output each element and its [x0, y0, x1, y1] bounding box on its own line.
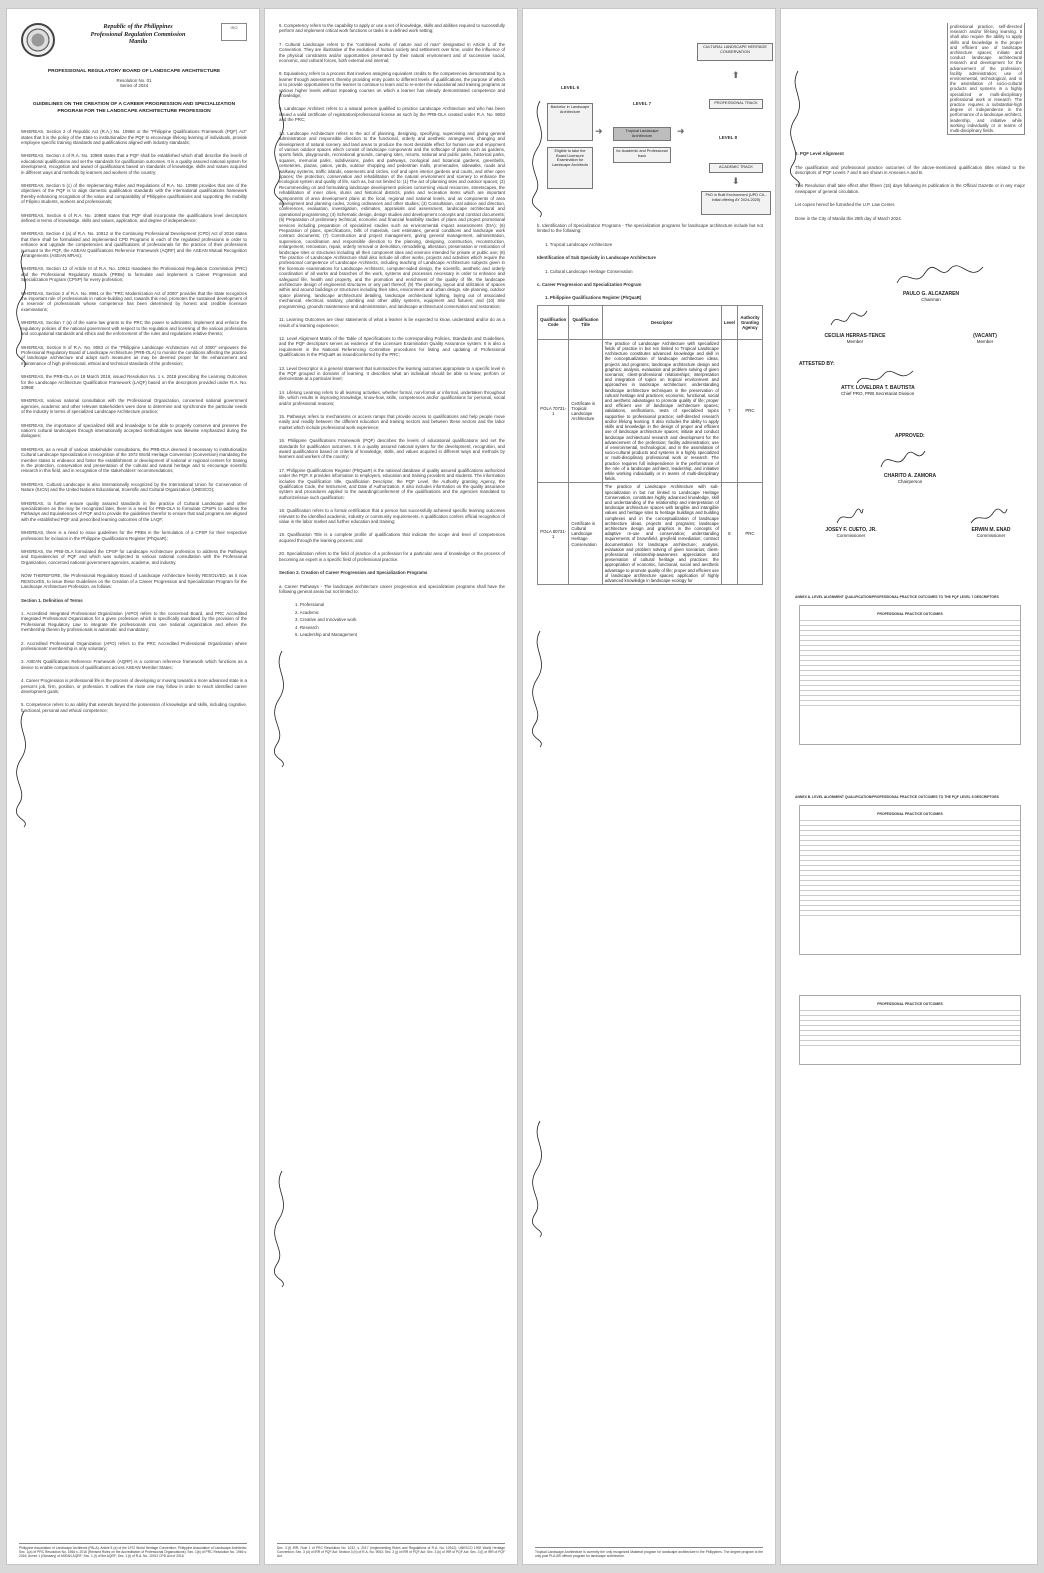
attest-role: Chief PRO, PRB Secretariat Division [841, 391, 915, 397]
resolution-series: Series of 2024 [119, 82, 149, 88]
paragraph: WHEREAS, Section 6 of R.A. No. 10968 states that PQF shall incorporate the qualifications level descriptors defined in terms of knowledge, skills and values, application, and degree of independence; [21, 212, 247, 223]
initials-signature-icon [9, 709, 39, 829]
terms-list-2 [279, 23, 505, 562]
paragraph: WHEREAS, the importance of specialized skill and knowledge to be able to properly conserve and preserve the nation's cultural landscapes through internationally accepted methodologies was likewise emphasized during the dialogues; [21, 422, 247, 439]
arrow-right-icon: ➜ [595, 126, 603, 136]
paragraph: 14. Lifelong Learning refers to all learning activities, whether formal, non-formal or informal, undertaken throughout life, which results in improving knowledge, know-how, skills, competences and/or qualifications for personal, social and/or professional reasons; [279, 389, 505, 406]
paragraph: WHEREAS, to further ensure quality assured standards in the practice of Cultural Landscape and other specializations as the may be recognized later, there is a need for PRB-OLA to formulate CPSPs to address the Pathways and Equivalencies of PQF and to provide the guidelines therefor to ensure that said programs are aligned with the established PQF and prescribed learning outcomes of the LAQF; [21, 500, 247, 522]
specialization-1: 1. Tropical Landscape Architecture [545, 241, 613, 247]
phquar-heading: 1. Philippine Qualifications Register (PhQuaR) [545, 295, 642, 301]
level-6-label: LEVEL 6 [561, 85, 580, 90]
descriptor-continuation: professional practice; self-directed research and/or lifelong learning. It shall also require the ability to apply skills and knowledge in the proper and efficient use of landscape architecture spaces; initiate and conduct landscape architectural research and development for the advancement of the profession; facility administration; use of environmental, technological, and in the assimilation of socio-cultural products and systems in a highly specialized or multi-disciplinary professional work or research. The practice requires a substantial-high degree of independence in the performance of a landscape architect, leadership, and initiative while working individually or in teams of multi-disciplinary fields. [947, 23, 1025, 135]
board-name: PROFESSIONAL REGULATORY BOARD OF LANDSCAPE ARCHITECTURE [47, 69, 221, 74]
paragraph: 17. Philippine Qualifications Register (PhQuaR) is the national database of quality assured qualifications authorized under the PQF. It provides information to employers, education and training providers and students. The information includes the Qualification title, Qualification Descriptor, the PQF Level, the Authority granting Agency, the Qualification Code, the Instrument, and Date of Authorization. It also includes information on the quality assurance system and procedures applied to the awarding/conferment of the qualifications and the agencies mandated to authorize/issue such qualification; [279, 467, 505, 500]
annex-b-title: ANNEX B. LEVEL ALIGNMENT QUALIFICATION/PROFESSIONAL PRACTICE OUTCOMES TO THE PQF LEVEL 8 DESCRIPTORS [795, 795, 999, 800]
attest-name: ATTY. LOVELDRA T. BAUTISTA [841, 385, 915, 392]
paragraph: WHEREAS, Section 4 (a) of R.A. No. 10912 or the Continuing Professional Development (CPD) Act of 2016 states that there shall be formulated and implemented CPD Programs in each of the regulated professions in order to enhance and upgrade the competencies and qualifications of professionals for the practice of their professions pursuant to the PQF, the ASEAN Qualifications Reference Framework (AQRF) and the ASEAN Mutual Recognition Arrangements (ASEAN MRAs); [21, 231, 247, 259]
annex-c-column-header: PROFESSIONAL PRACTICE OUTCOMES [877, 1002, 943, 1007]
section-2-heading: Section 2. Creation of Career Progression and Specialization Programs [279, 570, 428, 576]
paragraph: 6. Competency refers to the capability to apply or use a set of knowledge, skills and abilities required to successfully perform and implement critical work functions or tasks in a defined work setting; [279, 23, 505, 34]
footnotes-page-3: Tropical Landscape Architecture is currently the only recognized Masteral program for landscape architecture in the Philippines. The degree program is the only post PLA-BS offered program for landscape architecture. [535, 1547, 763, 1558]
annex-c-table [799, 995, 1021, 1065]
table-cell-agency: PRC [737, 339, 762, 482]
page-4 [780, 8, 1038, 1565]
paragraph: 4. Career Progression is professional life is the process of developing or moving towards a more advanced state in a person's job, firm, position, or profession. It outlines the route one may follow in order to reach identified career development goals; [21, 678, 247, 694]
paragraph: 18. Qualification refers to a formal certification that a person has successfully achieved specific learning outcomes relevant to the identified academic, industry or community requirements. A qualification confers official recognition of value in the labor market and further education and training; [279, 508, 505, 525]
table-cell-title: Certificate in Tropical Landscape Architecture [569, 339, 602, 482]
commissioner1-role: Commissioner [836, 533, 866, 539]
paragraph: WHEREAS, the PRB-OLA formulated the CPSP for Landscape Architecture profession to address the Pathways and Equivalencies of PQF and which was subjected to various national consultation with the Professional Organization, concerned national government agencies, academe, and industry. [21, 549, 247, 565]
initials-signature-icon [267, 1169, 297, 1289]
paragraph: 12. Level Alignment Matrix of the Table of Specifications to the corresponding Policies, Standards and Guidelines, and the PQF descriptors serves as evidence of the Licensure Examination Quality Assurance system. It is also a requirement in the National Referencing Committee procedures for listing and updating of Professional Qualifications in the PhQuaR as issued/conferred by the PRC; [279, 335, 505, 358]
paragraph: 5. Leadership and Management [295, 631, 358, 637]
paragraph: 16. Philippine Qualifications Framework (PQF) describes the levels of educational qualifications and set the standards for qualification outcomes. It is a quality assured national system for the development, recognition, and award qualifications based on criteria of knowledge, skills, and values acquired in different ways and methods by learners and workers of the country; [279, 438, 505, 460]
annex-a-table [799, 605, 1021, 745]
table-cell-agency: PRC [737, 483, 762, 585]
certification-badge-icon: ISO [221, 23, 247, 41]
track-box: for Academic and Professional track [613, 147, 671, 163]
table-header: Level [721, 305, 737, 339]
table-row [538, 483, 763, 585]
table-cell-code: POLA 80731-1 [538, 483, 569, 585]
paragraph: 4. Research [295, 624, 319, 630]
page-3 [522, 8, 776, 1565]
paragraph: 2. Accredited Professional Organization (APO) refers to the PRC Accredited Professional Organization where professionals' membership is only voluntary; [21, 640, 247, 651]
signature-block [795, 261, 1025, 591]
pqf-text: The qualification and professional practice outcomes of the above-mentioned qualification titles related to the descriptors of PQF Levels 7 and 8 are shown in Annexes A and B. [795, 164, 1025, 176]
initials-signature-icon [525, 99, 555, 219]
annex-a-column-header: PROFESSIONAL PRACTICE OUTCOMES [877, 612, 943, 617]
prc-seal-icon [21, 23, 55, 57]
paragraph: 1. Accredited Integrated Professional Organization (AIPO) refers to the concerned Board, and PRC Accredited Integrated Professional Organization for a given profession which is specifically mandated by the provision of the Professional Regulatory Law to integrate the professionals into one national organization and where the membership therein by professionals is automatic and mandatory; [21, 610, 247, 633]
paragraph: 19. Qualification Title is a complete profile of qualifications that indicate the scope and level of competences acquired through the learning process; and [279, 532, 505, 543]
paragraph: WHEREAS, Section 8 of R.A. No. 9053 or the "Philippine Landscape Architecture Act of 2000" empowers the Professional Regulatory Board of Landscape Architecture (PRB-OLA) to monitor the conditions affecting the practice of landscape architecture and adopt such measures as may be deemed proper for the enhancement and maintenance of high professional, ethical and technical standards of the profession; [21, 344, 247, 366]
paragraph: WHEREAS, various national consultation with the Professional Organization, concerned national government agencies, academic and other relevant stakeholders were done to determine and synchronize the particular needs of the industry in terms of specialized Landscape Architecture practice; [21, 398, 247, 415]
paragraph: WHEREAS, Section 2 of R.A. No. 8981 or the "PRC Modernization Act of 2000" provides that the State recognizes the important role of professionals in nation-building and, towards this end, promotes the sustained development of a reservoir of professionals whose competence has been determined by honest and credible licensure examinations; [21, 290, 247, 312]
resolution-number: Resolution No. 01 [116, 77, 152, 83]
level-8-label: LEVEL 8 [719, 135, 738, 140]
qualifications-table [537, 305, 763, 585]
paragraph: 8. Equivalency refers to a process that involves assigning equivalent credits to the competencies demonstrated by a learner through assessment, thereby providing entry points to different levels of qualifications, the purpose of which is to provide opportunities to the learner to continue to learn and to re-enter the educational and training programs at various higher levels without repeating courses on which a learner has already demonstrated competence and knowledge; [279, 71, 505, 99]
initials-signature-icon [267, 89, 297, 209]
bachelor-box: Bachelor in Landscape Architecture [547, 103, 593, 141]
header-line-2: Professional Regulation Commission [90, 30, 186, 38]
tropical-la-box: Tropical Landscape Architecture [613, 127, 671, 141]
paragraph: 3. Creative and Innovative work [295, 617, 357, 623]
footnotes-page-2: Sec. 3 (f) IRR; Rule 1 of PRC Resolution No. 1032, s. 2017 (Implementing Rules and Regulations of R.A. No. 10912); UNESCO 1992 World Heritage Convention; Sec. 3 (d) of IRR of PQF Act; Section 3 (h) of R.A. No. 9053; Sec. 3 (j) of IRR of PQF Act; Sec. 3 (k) of IRR of PQF Act; Sec. 3 (l) of IRR of PQF Act. [277, 1543, 505, 1558]
pqf-heading: 2. PQF Level Alignment [795, 151, 844, 157]
commissioner1-name: JOSEY F. CUETO, JR. [825, 527, 877, 534]
prc-chair-role: Chairperson [897, 479, 923, 485]
attested-label: ATTESTED BY: [799, 361, 835, 368]
sub-specialty-heading: Identification of Sub Specialty in Landscape Architecture [537, 255, 656, 261]
annex-a-title: ANNEX A. LEVEL ALIGNMENT QUALIFICATION/PROFESSIONAL PRACTICE OUTCOMES TO THE PQF LEVEL 7 DESCRIPTORS [795, 595, 999, 600]
letterhead [21, 23, 247, 57]
initials-signature-icon [783, 69, 813, 189]
paragraph: 9. Landscape Architect refers to a natural person qualified to practice Landscape Architecture and who has been issued a valid certificate of registration/professional license as such by the PRB-OLA created under R.A. No. 9053 and the PRC; [279, 106, 505, 123]
table-header: Qualification Code [538, 305, 569, 339]
header-line-3: Manila [128, 38, 148, 46]
annex-b-column-header: PROFESSIONAL PRACTICE OUTCOMES [877, 812, 943, 817]
footnotes-page-1: Philippine Association of Landscape Architects (PALA); Article 5 (a) of the 1972 World Heritage Convention; Philippine Association of Landscape Architects; Sec. 1(a) of PRC Resolution No. 1966 s. 2016 (Revised Rules on the Accreditation of Professional Organizations); Sec. 1(b) of PRC Resolution No. 1966 s. 2016; Annex 1 (Glossary) of ASEAN AQRF; Sec. 1 (I) of the AQRF; Sec. 1 (t) of R.A. No. 10912 CPD Act of 2016. [19, 1543, 247, 1558]
professional-track-box: PROFESSIONAL TRACK [709, 99, 763, 109]
initials-signature-icon [525, 1119, 555, 1239]
table-cell-level: 8 [721, 483, 737, 585]
paragraph: 1. Professional [295, 602, 325, 608]
sub-specialty-1: 1. Cultural Landscape Heritage Conservation [545, 268, 633, 274]
header-line-1: Republic of the Philippines [103, 23, 173, 30]
paragraph: 20. Specialization refers to the field of practice of a profession for a particular area of knowledge or the process of becoming an expert in a specific field of professional practice. [279, 551, 505, 562]
table-header: Descriptor [602, 305, 721, 339]
paragraph: 10. Landscape Architecture refers to the act of planning, designing, specifying, supervising and giving general administration and responsible direction to the functional, orderly and aesthetic arrangement, changing and development of natural scenery and land areas to produce the most desirable effect for human use and enjoyment of various outdoor spaces which consist of landscape components and the softscape of plants such as gardens, sports fields, playgrounds, recreational grounds, camping sites, resorts, national and public parks, historical parks, squares, memorial parks, subdivisions, parks and parkways, zoological and botanical gardens, greenbelts, cemeteries, plazas, patios, yards, outdoor shopping and pedestrian malls, promenades, sidewalks, roads and walkway systems, traffic islands, easements and circles, roof and open interior gardens and courts, and other open spaces; the protection, conservation and rehabilitation of the natural environment and scenery to enhance the ecological system and quality of life, such as, but not limited to: (1) The act of planning sites and outdoor spaces; (2) Recommending on and formulating landscape development policies concerning visual resources, streetscapes, the rehabilitation of inner cities, slums and historical districts, parks and recreation items which are important components of area development plans at the local, regional and national levels, and as components of area development and planning codes, zoning ordinances and other studies; (3) Consultation, oral advice and direction, conferences, evaluation, investigation, estimates, appraisals and assessment, landscape architectural and operational programming; (4) Schematic design, design studies and development concepts and contract documents; (5) Preparation of preliminary technical, economic and financial feasibility studies of plans and project promotional services including preparation of specialized studies such as environmental impact assessments (EIA); (6) Preparation of plans, specifications, bills of materials, cost estimates, general conditions and landscape work contract documents; (7) Construction and project management, giving general management, administration, supervision, coordination and responsible direction to the planning, designing, construction, reconstruction, enlargement, renovation, repair, orderly removal or demolition, remodelling, alteration, preservation or restoration of landscape sites or structures including all their component sites and environs intended for private or public use; (8) The practice of Landscape Architecture shall also include all other works, projects and activities which require the professional competence of Landscape Architects, including teaching of Landscape Architecture subjects given in the licensure examinations for Landscape Architects, computer-aided design, the scientific, aesthetic and orderly coordination of all works and branches of the work, systems and processes necessary in order to enhance and safeguard life, health and property, and the promotion and enrichment of the quality of life, the landscape architecture design of engineered structures or any part thereof; (9) The planning, layout and utilization of spaces within and around buildings or structures including their sites, environment and urban design, site planning, outdoor space planning, landscape architectural detailing, landscape architectural lighting, laying out of associated mechanical, electrical, sanitary, plumbing and other utility systems, equipment and fixtures; and (10) Site programming, grounds maintenance and administration, and landscape architectural conservation and restoration; [279, 130, 506, 309]
table-header: Authority Granting Agency [737, 305, 762, 339]
identification-text: b. Identification of Specialization Programs - The specialization programs for landscape architecture include but not limited to the following: [537, 223, 763, 234]
section-1-heading: Section 1. Definition of Terms [21, 597, 83, 603]
pathway-list [279, 602, 505, 637]
whereas-clauses [21, 129, 247, 589]
paragraph: 2. Academic [295, 609, 319, 615]
terms-list-1 [21, 611, 247, 713]
page-1 [6, 8, 260, 1565]
career-program-heading: c. Career Progression and Specialization Program [537, 282, 642, 288]
table-row [538, 339, 763, 482]
commissioner-signature-icon [835, 507, 865, 527]
prc-chair-name: CHARITO A. ZAMORA [883, 473, 937, 480]
approved-label: APPROVED: [895, 433, 925, 440]
eligibility-box: Eligible to take the Board Licensure Examination for Landscape Architects [547, 147, 593, 189]
academic-track-box: ACADEMIC TRACK [709, 163, 763, 173]
initials-signature-icon [9, 249, 39, 369]
done-text: Done in the City of Manila this 28th day of March 2024. [795, 215, 902, 221]
initials-signature-icon [267, 649, 297, 769]
member1-role: Member [846, 339, 864, 345]
page-2 [264, 8, 518, 1565]
annex-b-table [799, 805, 1021, 955]
level-7-label: LEVEL 7 [633, 101, 652, 106]
table-header: Qualification Title [569, 305, 602, 339]
arrow-down-icon: ⬇ [732, 176, 740, 186]
initials-signature-icon [525, 629, 555, 749]
career-pathways: a. Career Pathways - The landscape architecture career progression and specialization programs shall have the following general areas but not limited to: [279, 583, 505, 594]
table-cell-title: Certificate in Cultural Landscape Heritage Conservation [569, 483, 602, 585]
member-signature-icon [829, 307, 869, 331]
paragraph: WHEREAS, as a result of various stakeholder consultations, the PRB-OLA deemed it necessary to institutionalize Cultural Landscape Specialization in recognition of the 1972 World Heritage Convention (Convention) mandating the member states to endeavor and foster the establishment or development of national or regional centers for training in the protection, conservation and presentation of the cultural and natural heritage and to encourage scientific research in this field, and in recognition of the stakeholders' recommendations; [21, 446, 247, 474]
career-flow-diagram [537, 23, 767, 219]
paragraph: NOW THEREFORE, the Professional Regulatory Board of Landscape Architecture hereby RESOLVED, as it now RESOLVES, to issue these Guidelines on the Creation of a Career Progression and Specialization Program for the Landscape Architecture Profession, as follows: [21, 573, 247, 590]
paragraph: WHEREAS, there is a need to issue guidelines for the PRBs in the formulation of a CPSP for their respective professions for inclusion in the Philippine Qualifications Register (PhQuaR); [21, 530, 247, 541]
member2-name: (VACANT) [973, 333, 997, 340]
commissioner-signature-icon [969, 507, 1009, 527]
effectivity-text: This Resolution shall take effect after fifteen (15) days following its publication in the Official Gazette or in any major newspaper of general circulation. [795, 183, 1025, 194]
paragraph: WHEREAS, Section 5 (c) of the Implementing Rules and Regulations of R.A. No. 10968 provides that one of the objectives of the PQF is to align domestic qualification standards with the international qualifications framework thereby enhancing recognition of the value and comparability of Philippine qualifications and supporting the mobility of Filipino students, workers and professionals; [21, 182, 247, 205]
paragraph: 3. ASEAN Qualifications Reference Framework (AQRF) is a common reference framework which functions as a device to enable comparisons of qualifications across ASEAN Member States; [21, 659, 247, 670]
paragraph: 5. Competence refers to an ability that extends beyond the possession of knowledge and skills, including cognitive, functional, personal and ethical competence; [21, 702, 247, 713]
paragraph: WHEREAS, Section 2 of Republic Act (R.A.) No. 10968 or the "Philippine Qualifications Framework (PQF) Act" states that it is the policy of the State to institutionalize the PQF to encourage lifelong learning of individuals, provide employee specific training standards and qualifications aligned with industry standards; [21, 129, 247, 145]
phd-box: PhD in Built Environment (UPD CA - initial offering AY 2024-2025) [701, 191, 771, 215]
commissioner2-name: ERWIN M. ENAD [971, 527, 1011, 534]
table-cell-descriptor: The practice of Landscape Architecture with specialized fields of practice in but not limited to Tropical Landscape Architecture constitutes advanced knowledge and skill in the conceptualization of landscape architecture ideas, projects and programs; landscape architecture design and graphics; analysis, evaluation and problem solving of given scenarios; client-professional relationships; interpretation and integration of topics on tropical environment and approaches in landscape architecture; understanding landscape architecture techniques in the preservation of cultural heritage and practices; economic, functional, social and aesthetic advantages to promote quality of life; proper and efficient use of landscape architecture spaces; validations, verifications, tests of specialized topics supportive to professional practice; self-directed research and/or lifelong learning. It also includes the ability to apply skills and knowledge in the design of proper and efficient use of landscape architecture spaces; initiate and conduct landscape architectural research and development for the advancement of the profession; facility administration; use of environmental, technological, and in the assimilation of socio-cultural products and systems in a highly specialized or multi-disciplinary professional work or research. The practice requires full independence in the performance of the role of a landscape architect, leadership, and initiative while working individually or in teams of multi-disciplinary fields. [602, 339, 721, 482]
paragraph: WHEREAS, Section 7 (a) of the same law grants to the PRC the power to administer, implement and enforce the regulatory policies of the national government with respect to the regulation and licensing of the various professions and occupational standards and ethics and the enforcement of the rules and regulations relative thereto; [21, 320, 247, 337]
paragraph: WHEREAS, Section 4 of R.A. No. 10968 states that a PQF shall be established which shall describe the levels of educational qualifications and set the standards for qualification outcomes. It is a quality assured national system for development, recognition and award of qualifications based on standards of knowledge, skills and values acquired in different ways and methods by learners and workers of the country; [21, 153, 247, 175]
table-cell-level: 7 [721, 339, 737, 482]
paragraph: WHEREAS, Cultural Landscape is also internationally recognized by the International Union for Conservation of Nature (IUCN) and the United Nations Educational, Scientific and Cultural Organization (UNESCO); [21, 481, 247, 493]
arrow-right-icon: ➜ [677, 126, 685, 136]
table-cell-code: POLA 70731-1 [538, 339, 569, 482]
arrow-up-icon: ⬆ [732, 70, 740, 80]
furnish-text: Let copies hereof be furnished the U.P. Law Center. [795, 202, 896, 208]
chair-signature-icon [895, 261, 985, 291]
paragraph: 7. Cultural Landscape refers to the "combined works of nature and of man" designated in Article 1 of the Convention. They are illustrative of the evolution of human society and settlement over time, under the influence of the physical constraints and/or opportunities presented by their natural environment and of successive social, economic, and cultural forces, both external and internal; [279, 41, 505, 64]
paragraph: WHEREAS, Section 12 of Article III of R.A. No. 10912 mandates the Professional Regulation Commission (PRC) and the Professional Regulatory Boards (PRBs) to formulate and implement a Career Progression and Specialization Program (CPSP) for every profession; [21, 266, 247, 283]
chair-role: Chairman [921, 297, 941, 303]
paragraph: WHEREAS, the PRB-OLA on 19 March 2018, issued Resolution No. 1 s. 2018 prescribing the Learning Outcomes for the Landscape Architecture Qualification Framework (LAQF) based on the descriptors provided under R.A. No. 10968; [21, 374, 247, 390]
annex-row [800, 701, 1020, 706]
document-title: GUIDELINES ON THE CREATION OF A CAREER PROGRESSION AND SPECIALIZATION PROGRAM FOR THE LANDSCAPE ARCHITECTURE PROFESSION [32, 102, 236, 114]
table-cell-descriptor: The practice of Landscape Architecture with sub-specialization in but not limited to Landscape Heritage Conservation, constitutes highly advanced knowledge, skill and understanding of the relationship and interpretation of landscape architecture spaces with tangible and intangible values and heritage sites to heritage buildings and building complexes and in the conceptualization of landscape architecture ideas, projects and programs; landscape architecture design and graphics in the concepts of adaptive re-use and conservation; understanding requirements of brownfield, greyfield remediation; contract documentation for landscape architecture; analysis, evaluation and problem solving of given scenarios; client-professional relationship-awareness appreciation and preservation of cultural heritage and practices; the appropriation of economic, functional, social and aesthetic advantage to promote quality of life; proper and efficient use of landscape architecture spaces; application of highly advanced knowledge in landscape ecology for [602, 483, 721, 585]
member1-name: CECILIA HERRAS-TENCE [824, 333, 886, 340]
paragraph: 11. Learning Outcomes are clear statements of what a learner is be expected to know, understand and/or do as a result of a learning experience; [279, 317, 505, 328]
annex-row [800, 1041, 1020, 1046]
commissioner2-role: Commissioner [976, 533, 1006, 539]
prc-chair-signature-icon [877, 447, 927, 473]
annex-row [800, 911, 1020, 916]
heritage-box: CULTURAL LANDSCAPE HERITAGE CONSERVATION [697, 43, 773, 61]
chair-name: PAULO G. ALCAZAREN [902, 291, 960, 298]
paragraph: 13. Level Descriptor is a general statement that summarizes the learning outcomes appropriate to a specific level in the PQF grouped in domains of learning. It describes what an individual should be able to know, perform or demonstrate at a particular level; [279, 365, 505, 382]
member2-role: Member [976, 339, 994, 345]
paragraph: 15. Pathways refers to mechanisms or access ramps that provide access to qualifications and help people move easily and readily between the different education and training sectors and between these sectors and the labor market which include professional work experience; [279, 413, 505, 430]
